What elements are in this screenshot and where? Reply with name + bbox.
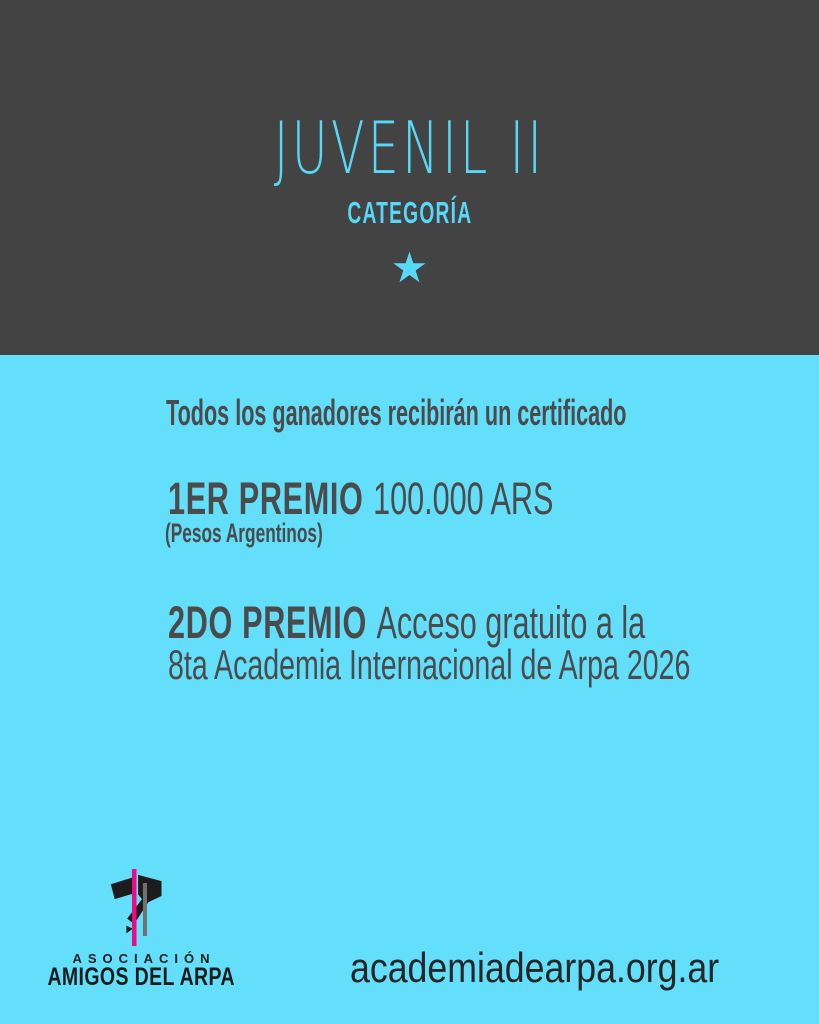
second-prize-row — [168, 597, 646, 648]
association-name-bold-text: AMIGOS DEL ARPA — [47, 963, 235, 991]
prizes-section — [0, 355, 819, 1024]
category-title — [0, 106, 819, 190]
association-name-small: ASOCIACIÓN — [72, 951, 216, 966]
first-prize-currency-note: (Pesos Argentinos) — [165, 518, 323, 548]
harp-logo-icon — [100, 863, 180, 949]
category-title-text: JUVENIL II — [273, 106, 546, 190]
first-prize-label: 1ER PREMIO — [168, 473, 364, 524]
category-label — [0, 197, 819, 228]
second-prize-value-line2: 8ta Academia Internacional de Arpa 2026 — [168, 641, 691, 688]
certificate-note: Todos los ganadores recibirán un certificado — [166, 392, 627, 433]
second-prize-value: Acceso gratuito a la — [376, 597, 646, 648]
website-url: academiadearpa.org.ar — [350, 944, 720, 991]
association-name-bold — [20, 965, 262, 990]
first-prize-value: 100.000 ARS — [373, 473, 554, 524]
star-icon: ★ — [390, 244, 429, 291]
category-label-text: CATEGORÍA — [346, 195, 473, 230]
header-section — [0, 0, 819, 355]
second-prize-label: 2DO PREMIO — [168, 597, 367, 648]
first-prize-row — [168, 473, 554, 524]
